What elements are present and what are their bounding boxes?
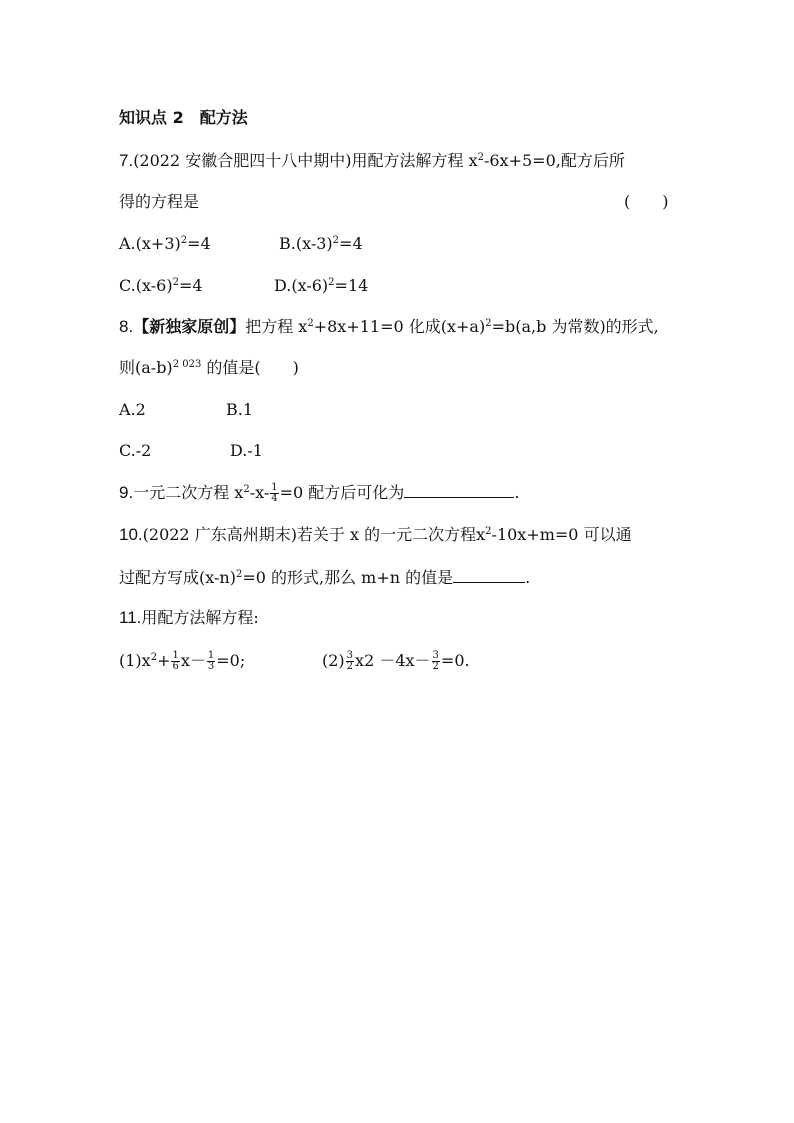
question-8-line2-b: 的值是( ) — [201, 358, 299, 377]
question-7-number: 7. — [119, 151, 134, 170]
question-10-answer-blank[interactable] — [453, 566, 525, 583]
option-c-post: =4 — [178, 276, 203, 295]
fraction-numerator: 3 — [432, 650, 439, 661]
fraction-denominator: 2 — [346, 661, 354, 672]
fraction-denominator: 3 — [207, 661, 215, 672]
question-7-options-row-1 — [119, 233, 363, 255]
part-1-fraction-1 — [171, 651, 179, 672]
question-8-text-b: +8x+11=0 化成(x+a) — [313, 317, 486, 336]
question-10-line2-a: 过配方写成(x-n) — [119, 568, 236, 587]
option-b-pre: B.(x-3) — [279, 234, 333, 253]
question-9-fraction — [270, 483, 278, 504]
part-1-fraction-2 — [207, 651, 215, 672]
question-7-line-1 — [119, 150, 625, 172]
question-10-line2-b: =0 的形式,那么 m+n 的值是 — [242, 568, 454, 587]
question-8-option-a[interactable]: A.2 — [119, 400, 146, 419]
question-7-text-a: (2022 安徽合肥四十八中期中)用配方法解方程 x — [133, 151, 478, 170]
question-10-line2-c: . — [525, 568, 531, 587]
fraction-denominator: 2 — [432, 661, 439, 672]
question-8-tag: 【新独家原创】 — [133, 317, 246, 336]
question-9-answer-blank[interactable] — [404, 481, 514, 498]
option-a-pre: A.(x+3) — [119, 234, 181, 253]
fraction-numerator: 1 — [207, 650, 215, 661]
question-8-options-row-1 — [119, 399, 253, 421]
option-d-post: =14 — [334, 276, 369, 295]
fraction-denominator: 4 — [271, 493, 278, 504]
question-7-option-b[interactable] — [279, 233, 363, 255]
option-b-post: =4 — [339, 234, 363, 253]
option-a-post: =4 — [187, 234, 211, 253]
question-8-option-d[interactable]: D.-1 — [230, 441, 263, 460]
question-10-line2-sup: 2 — [235, 569, 243, 580]
question-9-sup: 2 — [243, 484, 250, 495]
question-7-sup: 2 — [477, 152, 484, 163]
question-8-sup-2: 2 — [485, 318, 492, 329]
question-10-text-b: -10x+m=0 可以通 — [491, 525, 632, 544]
question-7-options-row-2 — [119, 275, 368, 297]
question-10-text-a: (2022 广东高州期末)若关于 x 的一元二次方程x — [142, 525, 486, 544]
fraction-numerator: 3 — [346, 650, 354, 661]
question-9-text-d: . — [514, 483, 520, 502]
question-11-parts — [119, 650, 470, 672]
question-7-option-d[interactable] — [274, 275, 368, 297]
part-1-sup: 2 — [150, 652, 158, 663]
option-d-sup: 2 — [328, 277, 335, 288]
question-9-number: 9. — [119, 483, 134, 502]
question-8-line-2 — [119, 357, 299, 379]
question-10-sup: 2 — [485, 526, 492, 537]
question-9-text-b: -x- — [249, 483, 270, 502]
question-11-number: 11. — [119, 608, 142, 627]
option-c-pre: C.(x-6) — [119, 276, 173, 295]
question-8-text-a: 把方程 x — [245, 317, 308, 336]
fraction-numerator: 1 — [172, 650, 179, 661]
question-11-part-2 — [322, 650, 470, 672]
question-7-text-b: -6x+5=0,配方后所 — [483, 151, 625, 170]
question-8-number: 8. — [119, 317, 134, 336]
part-1-b: + — [157, 651, 171, 670]
option-b-sup: 2 — [332, 235, 340, 246]
question-7-option-c[interactable] — [119, 275, 274, 297]
question-10-number: 10. — [119, 525, 143, 544]
question-8-line2-a: 则(a-b) — [119, 358, 173, 377]
question-11-line — [119, 607, 259, 629]
part-1-d: =0; — [216, 651, 246, 670]
fraction-denominator: 6 — [172, 661, 179, 672]
question-10-line-2 — [119, 566, 530, 589]
question-9-text-a: 一元二次方程 x — [133, 483, 244, 502]
part-2-b: x2 －4x－ — [355, 651, 431, 670]
question-7-line-2: 得的方程是 — [119, 192, 200, 211]
question-8-line2-sup: 2 023 — [172, 359, 202, 370]
question-9-line — [119, 481, 519, 504]
question-8-option-b[interactable]: B.1 — [226, 400, 254, 419]
question-8-options-row-2 — [119, 440, 263, 462]
question-10-line-1 — [119, 524, 632, 546]
part-2-fraction-1 — [346, 651, 354, 672]
question-7-answer-paren[interactable]: ( ) — [624, 192, 669, 211]
question-8-sup-1: 2 — [307, 318, 314, 329]
part-2-a: (2) — [322, 651, 345, 670]
part-2-c: =0. — [440, 651, 470, 670]
question-7-option-a[interactable] — [119, 233, 279, 255]
question-9-text-c: =0 配方后可化为 — [279, 483, 405, 502]
question-11-part-1 — [119, 650, 322, 672]
fraction-numerator: 1 — [271, 482, 278, 493]
option-c-sup: 2 — [172, 277, 179, 288]
question-8-text-c: =b(a,b 为常数)的形式, — [491, 317, 659, 336]
section-heading: 知识点 2 配方法 — [119, 108, 248, 127]
part-1-c: x－ — [180, 651, 206, 670]
question-8-line-1 — [119, 316, 659, 338]
option-a-sup: 2 — [180, 235, 188, 246]
option-d-pre: D.(x-6) — [274, 276, 329, 295]
part-2-fraction-2 — [432, 651, 440, 672]
part-1-a: (1)x — [119, 651, 151, 670]
question-11-text: 用配方法解方程: — [141, 608, 259, 627]
question-8-option-c[interactable]: C.-2 — [119, 441, 152, 460]
